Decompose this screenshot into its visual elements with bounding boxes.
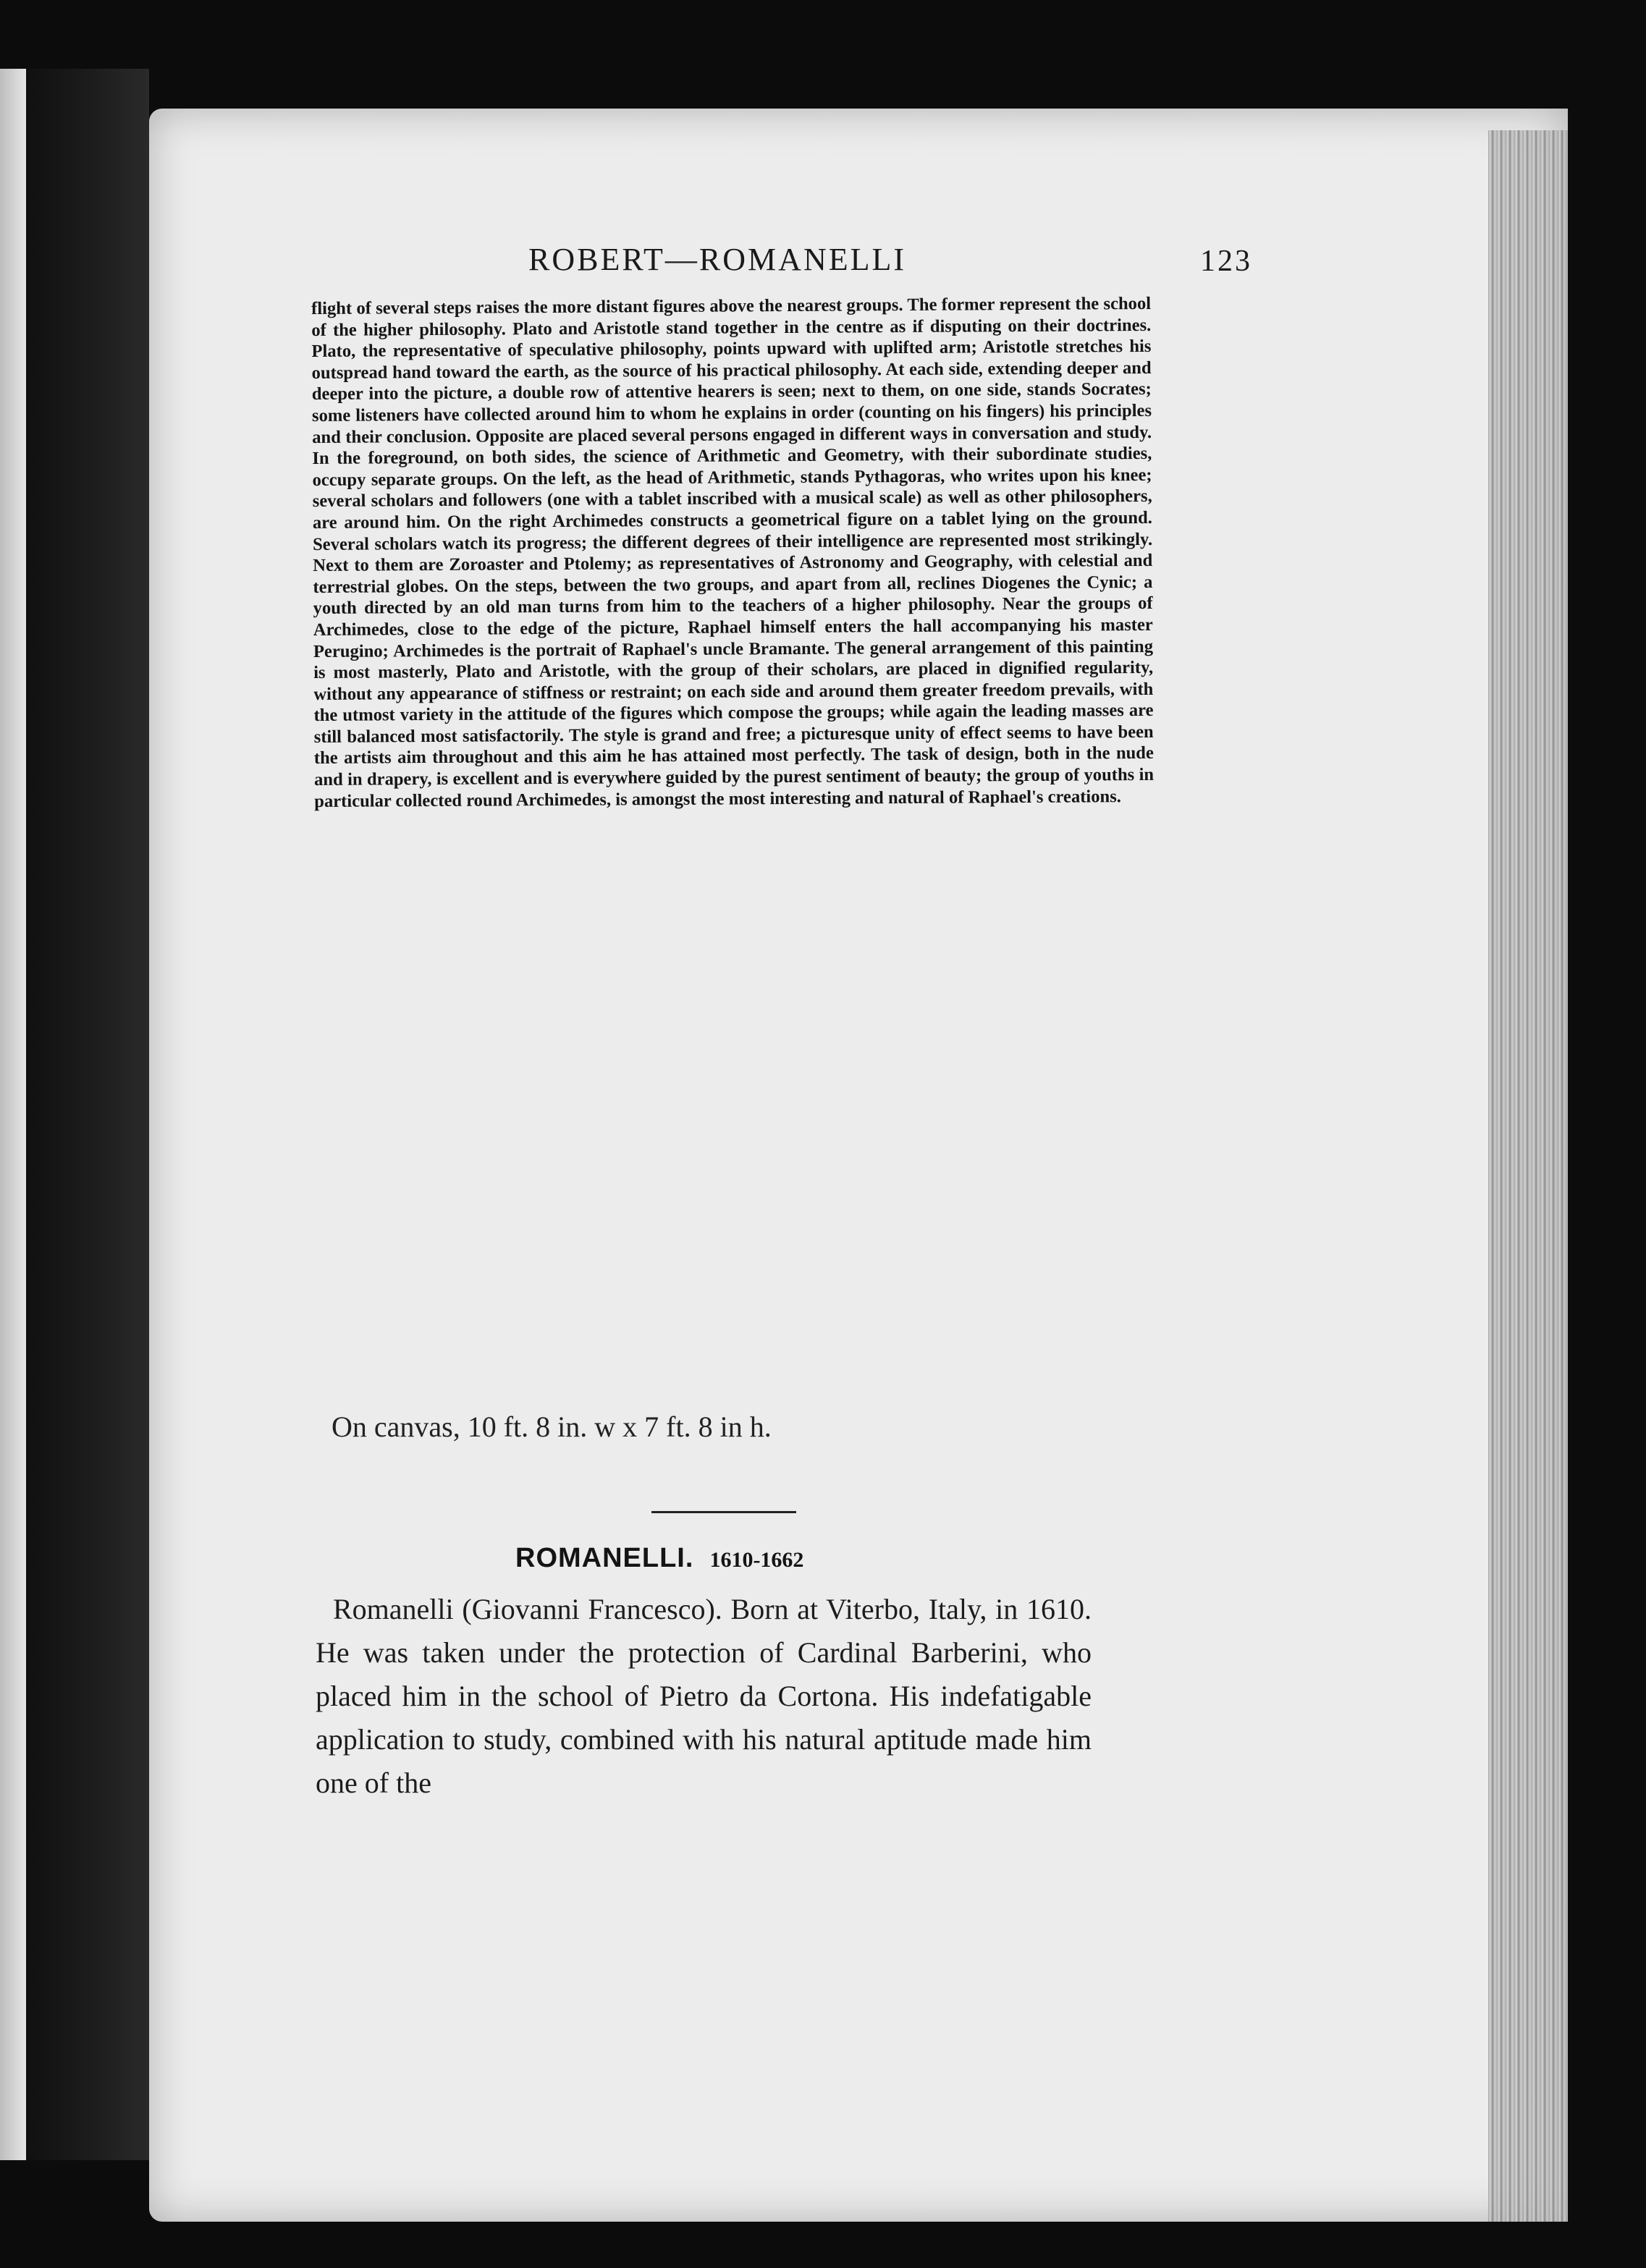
- running-head: [384, 241, 1252, 292]
- section-heading-years: 1610-1662: [709, 1548, 804, 1572]
- section-heading-name: ROMANELLI.: [515, 1543, 694, 1573]
- body-paragraph: flight of several steps raises the more distant figures above the nearest groups. The former represent the school of the higher philosophy. Plato and Aristotle stand together in the centre as if disputing on their doctrines. Plato, the representative of speculative philosophy, points upward with uplifted arm; Aristotle stretches his outspread hand toward the earth, as the source of his practical philosophy. At each side, extending deeper and deeper into the picture, a double row of attentive hearers is seen; next to them, on one side, stands Socrates; some listeners have collected around him to whom he explains in order (counting on his fingers) his principles and their conclusion. Opposite are placed several persons engaged in different ways in conversation and study. In the foreground, on both sides, the science of Arithmetic and Geometry, with their subordinate studies, occupy separate groups. On the left, as the head of Arithmetic, stands Pythagoras, who writes upon his knee; several scholars and followers (one with a tablet inscribed with a musical scale) as well as other philosophers, are around him. On the right Archimedes constructs a geometrical figure on a tablet lying on the ground. Several scholars watch its progress; the different degrees of their intelligence are represented most strikingly. Next to them are Zoroaster and Ptolemy; as representatives of Astronomy and Geography, with celestial and terrestrial globes. On the steps, between the two groups, and apart from all, reclines Diogenes the Cynic; a youth directed by an old man turns from him to the teachers of a higher philosophy. Near the groups of Archimedes, close to the edge of the picture, Raphael himself enters the hall accompanying his master Perugino; Archimedes is the portrait of Raphael's uncle Bramante. The general arrangement of this painting is most masterly, Plato and Aristotle, with the group of their scholars, are placed in dignified regularity, without any appearance of stiffness or restraint; on each side and around them greater freedom prevails, with the utmost variety in the attitude of the figures which compose the groups; while again the leading masses are still balanced most satisfactorily. The style is grand and free; a picturesque unity of effect seems to have been the artists aim throughout and this aim he has attained most perfectly. The task of design, both in the nude and in drapery, is excellent and is everywhere guided by the purest sentiment of beauty; the group of youths in particular collected round Archimedes, is amongst the most interesting and natural of Raphael's creations.: [311, 293, 1155, 811]
- painting-dimensions: On canvas, 10 ft. 8 in. w x 7 ft. 8 in h.: [332, 1410, 772, 1443]
- page-number: 123: [1200, 245, 1252, 278]
- lead-paragraph: Romanelli (Giovanni Francesco). Born at Viterbo, Italy, in 1610. He was taken under the protection of Cardinal Barberini, who placed him in the school of Pietro da Cortona. His indefatigable application to study, combined with his natural aptitude made him one of the: [316, 1593, 1092, 1799]
- running-head-title: ROBERT—ROMANELLI: [528, 242, 907, 277]
- page-stack-edge: [1488, 130, 1568, 2222]
- section-divider: [651, 1511, 796, 1513]
- section-heading: [515, 1543, 803, 1574]
- book-gutter: [26, 69, 149, 2160]
- adjacent-page-edge: [0, 69, 26, 2160]
